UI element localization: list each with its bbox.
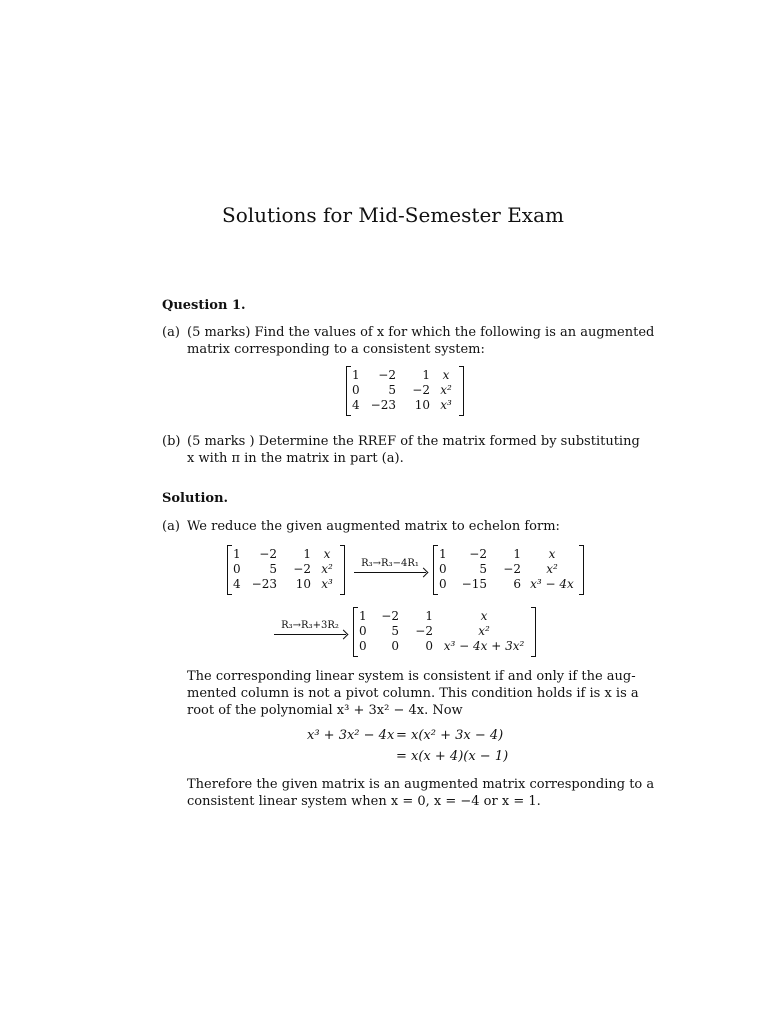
matrix-cell: 1: [513, 547, 521, 561]
solution-heading: Solution.: [162, 491, 229, 506]
matrix-cell: −2: [293, 562, 311, 576]
matrix-cell: 10: [414, 398, 430, 412]
matrix-cell: 1: [425, 609, 433, 623]
matrix-cell: 0: [359, 624, 367, 638]
matrix-cell: 0: [233, 562, 241, 576]
right-bracket: [340, 545, 345, 595]
question-part-a-line2: matrix corresponding to a consistent system:: [187, 342, 485, 357]
matrix-cell: 0: [425, 639, 433, 653]
question-part-b-line2: x with π in the matrix in part (a).: [187, 451, 404, 466]
left-bracket: [346, 366, 351, 416]
left-bracket: [353, 607, 358, 657]
matrix-cell: x: [442, 368, 450, 382]
matrix-cell: 0: [439, 562, 447, 576]
matrix-cell: 0: [359, 639, 367, 653]
matrix-cell: 4: [352, 398, 360, 412]
matrix-cell: −2: [503, 562, 521, 576]
solution-matrix-1: [227, 545, 345, 595]
matrix-cell: 1: [233, 547, 241, 561]
solution-paragraph-1-line-3: root of the polynomial x³ + 3x² − 4x. Now: [187, 703, 463, 718]
matrix-cell: x³ − 4x + 3x²: [443, 639, 525, 653]
matrix-cell: x²: [478, 624, 490, 638]
matrix-cell: −2: [259, 547, 277, 561]
right-bracket: [459, 366, 464, 416]
matrix-cell: 0: [352, 383, 360, 397]
solution-paragraph-2-line-2: consistent linear system when x = 0, x = −4 or x = 1.: [187, 794, 541, 809]
matrix-cell: −23: [370, 398, 396, 412]
solution-part-a-label: (a): [162, 519, 180, 534]
matrix-cell: 1: [359, 609, 367, 623]
matrix-cell: 5: [388, 383, 396, 397]
matrix-cell: x: [323, 547, 331, 561]
left-bracket: [227, 545, 232, 595]
question-matrix: [346, 366, 464, 416]
matrix-cell: 5: [391, 624, 399, 638]
solution-matrix-2: [433, 545, 584, 595]
right-bracket: [579, 545, 584, 595]
matrix-cell: x²: [440, 383, 452, 397]
solution-paragraph-1-line-2: mented column is not a pivot column. This condition holds if is x is a: [187, 686, 639, 701]
row-operation-1: [354, 558, 426, 573]
matrix-cell: x²: [546, 562, 558, 576]
matrix-cell: 0: [391, 639, 399, 653]
matrix-cell: 1: [422, 368, 430, 382]
matrix-cell: x³: [321, 577, 333, 591]
row-operation-2-label: R₃→R₃+3R₂: [281, 620, 339, 631]
matrix-cell: −2: [381, 609, 399, 623]
row-operation-2: [274, 620, 346, 635]
matrix-cell: −2: [415, 624, 433, 638]
solution-intro: We reduce the given augmented matrix to echelon form:: [187, 519, 560, 534]
matrix-cell: −2: [412, 383, 430, 397]
matrix-cell: 4: [233, 577, 241, 591]
solution-paragraph-1-line-1: The corresponding linear system is consistent if and only if the aug-: [187, 669, 636, 684]
equation-rhs-1: = x(x² + 3x − 4): [396, 728, 504, 743]
matrix-cell: 5: [269, 562, 277, 576]
matrix-cell: x³ − 4x: [530, 577, 574, 591]
solution-paragraph-2-line-1: Therefore the given matrix is an augmented matrix corresponding to a: [187, 777, 655, 792]
matrix-cell: 1: [303, 547, 311, 561]
matrix-cell: 5: [479, 562, 487, 576]
matrix-cell: −23: [251, 577, 277, 591]
question-part-b-label: (b): [162, 434, 181, 449]
question-heading: Question 1.: [162, 298, 246, 313]
matrix-cell: x: [480, 609, 488, 623]
matrix-cell: 10: [295, 577, 311, 591]
right-bracket: [531, 607, 536, 657]
question-part-a-label: (a): [162, 325, 180, 340]
matrix-cell: 6: [513, 577, 521, 591]
left-bracket: [433, 545, 438, 595]
equation-rhs-2: = x(x + 4)(x − 1): [396, 749, 509, 764]
page-title: Solutions for Mid-Semester Exam: [222, 203, 564, 227]
row-operation-1-label: R₃→R₃−4R₁: [361, 558, 419, 569]
question-part-a-line1: (5 marks) Find the values of x for which the following is an augmented: [187, 325, 655, 340]
matrix-cell: −15: [461, 577, 487, 591]
matrix-cell: x²: [321, 562, 333, 576]
matrix-cell: −2: [378, 368, 396, 382]
right-arrow-icon: [354, 572, 426, 573]
equation-lhs: x³ + 3x² − 4x: [307, 728, 395, 743]
matrix-cell: −2: [469, 547, 487, 561]
matrix-cell: 1: [352, 368, 360, 382]
matrix-cell: 0: [439, 577, 447, 591]
question-part-b-line1: (5 marks ) Determine the RREF of the matrix formed by substituting: [187, 434, 640, 449]
matrix-cell: x: [548, 547, 556, 561]
right-arrow-icon: [274, 634, 346, 635]
matrix-cell: 1: [439, 547, 447, 561]
solution-matrix-3: [353, 607, 536, 657]
matrix-cell: x³: [440, 398, 452, 412]
